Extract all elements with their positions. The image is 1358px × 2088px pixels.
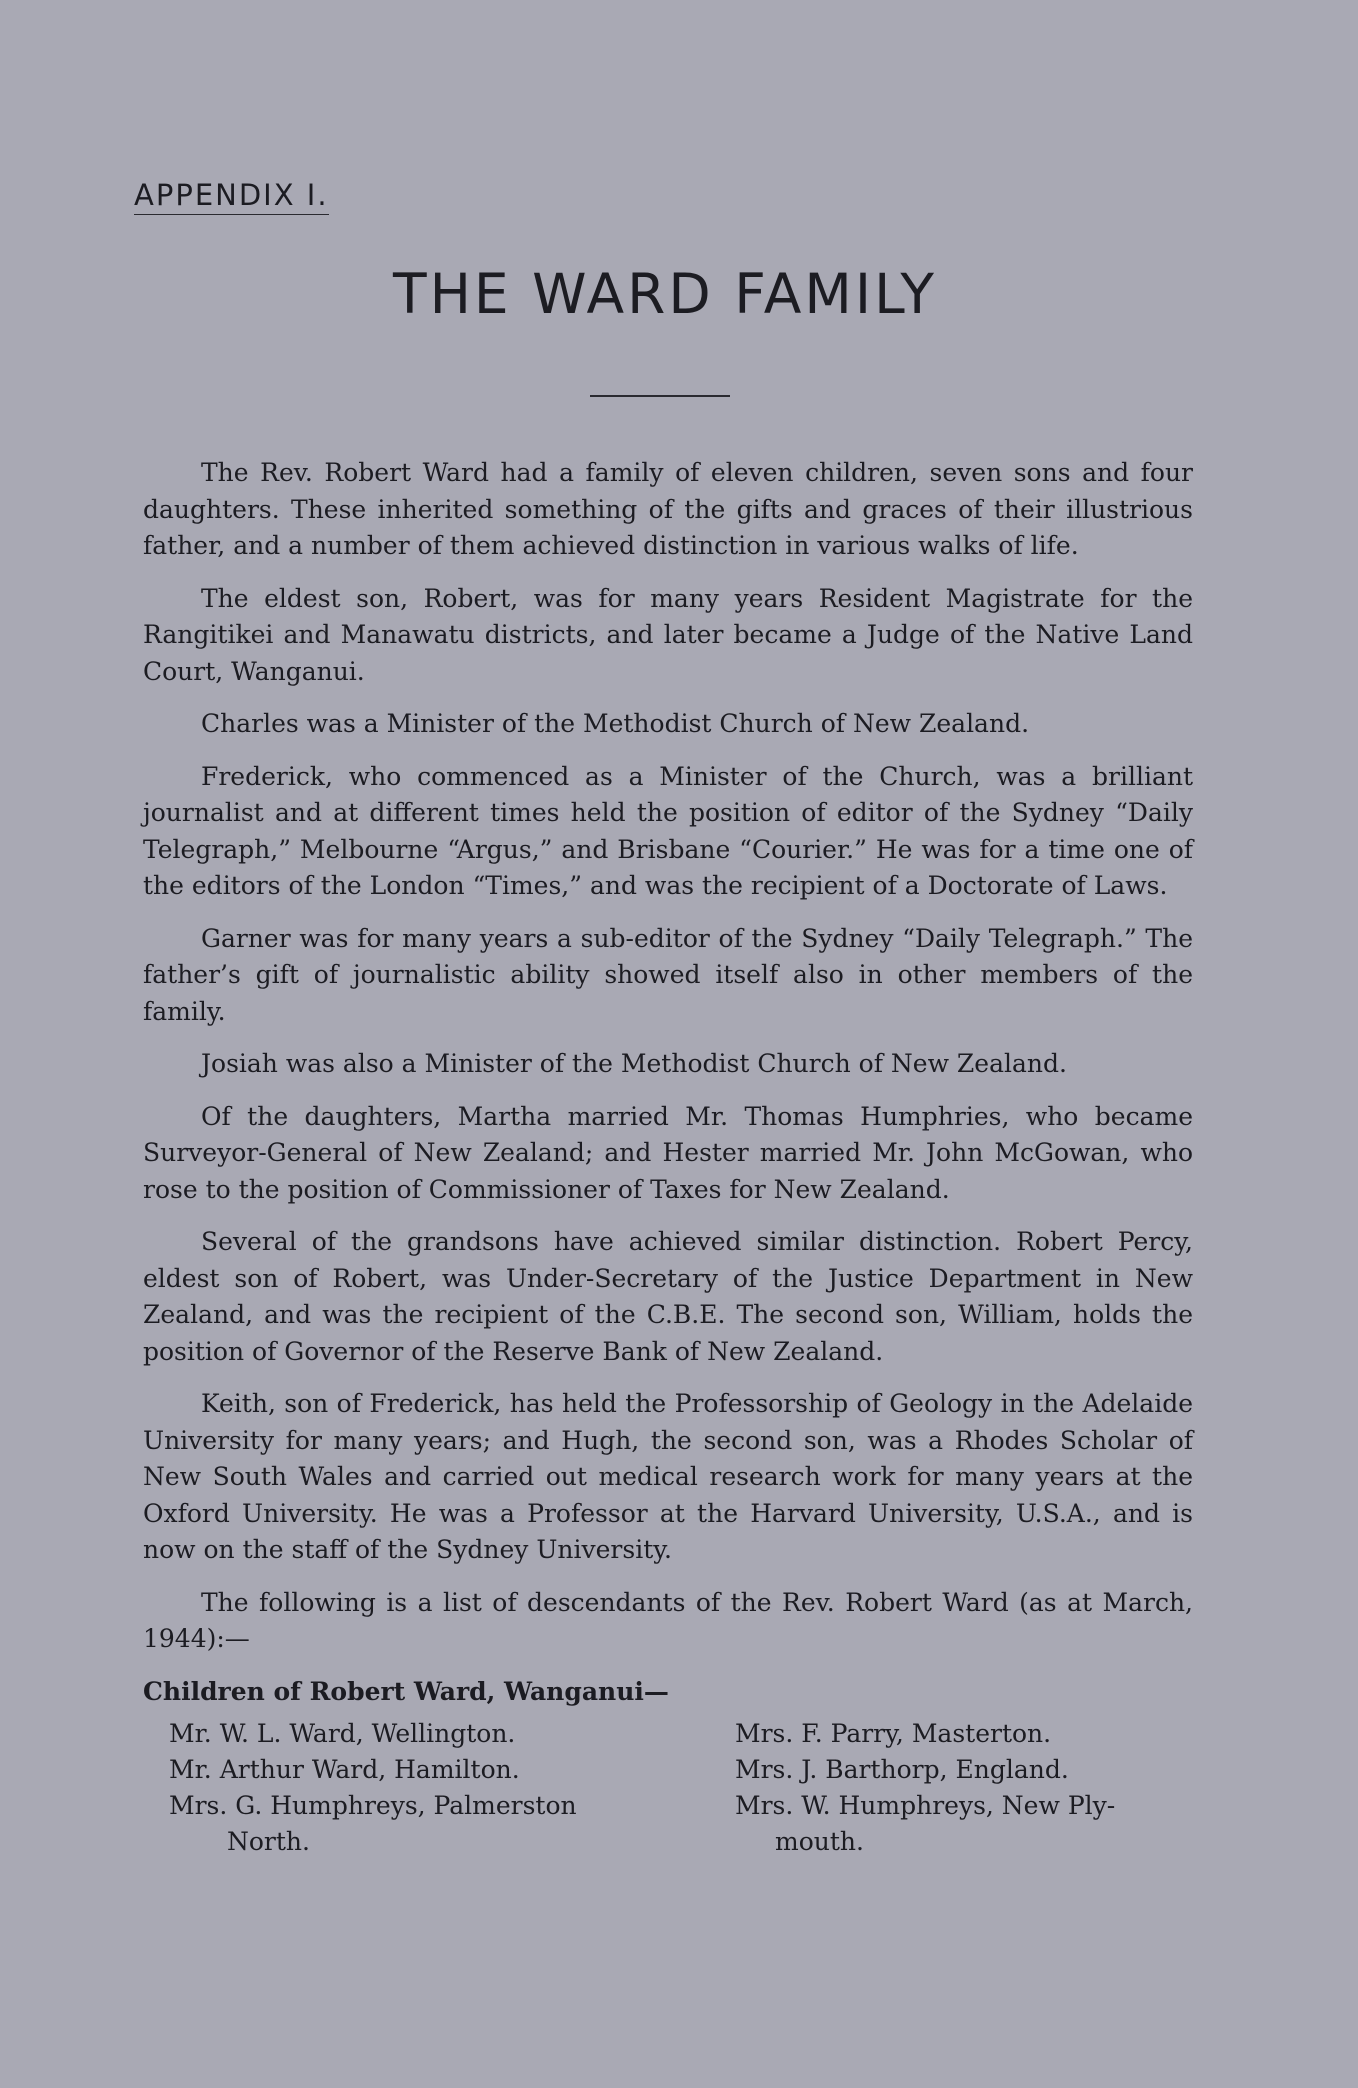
paragraph: Charles was a Minister of the Methodist Church of New Zealand. bbox=[201, 709, 1030, 738]
descendants-column-left bbox=[143, 1716, 643, 1860]
descendants-list-heading: Children of Robert Ward, Wanganui— bbox=[143, 1676, 669, 1706]
list-item bbox=[735, 1716, 1193, 1752]
list-item-text: Mrs. G. Humphreys, Palmerston bbox=[169, 1791, 577, 1820]
list-item-text: Mr. Arthur Ward, Hamilton. bbox=[169, 1755, 520, 1784]
descendants-list bbox=[143, 1716, 1193, 1860]
paragraph: Josiah was also a Minister of the Methodist Church of New Zealand. bbox=[201, 1049, 1067, 1078]
list-item bbox=[143, 1752, 643, 1788]
paragraph: Keith, son of Frederick, has held the Professorship of Geology in the Adelaide University for many years; and Hugh, the second son, was a Rhodes Scholar of New South Wales and carried out medical research work for many years at the Oxford University. He was a Professor at the Harvard University, U.S.A., and is now on the staff of the Sydney University. bbox=[143, 1389, 1193, 1564]
list-item bbox=[735, 1752, 1193, 1788]
list-item-continuation: mouth. bbox=[775, 1827, 864, 1856]
descendants-column-right bbox=[735, 1716, 1193, 1860]
paragraph: Frederick, who commenced as a Minister of the Church, was a brilliant journalist and at different times held the position of editor of the Sydney “Daily Telegraph,” Melbourne “Argus,” and Brisbane “Courier.” He was for a time one of the editors of the London “Times,” and was the recipient of a Doctorate of Laws. bbox=[143, 761, 1193, 900]
list-item-text: Mrs. J. Barthorp, England. bbox=[735, 1755, 1069, 1784]
list-item-text: Mrs. W. Humphreys, New Ply- bbox=[735, 1791, 1116, 1820]
list-item-text: Mrs. F. Parry, Masterton. bbox=[735, 1719, 1052, 1748]
list-item bbox=[143, 1716, 643, 1752]
paragraph: The Rev. Robert Ward had a family of eleven children, seven sons and four daughters. These inherited something of the gifts and graces of their illustrious father, and a number of them achieved distinction in various walks of life. bbox=[143, 458, 1193, 560]
page-title: THE WARD FAMILY bbox=[392, 262, 938, 326]
paragraph: Garner was for many years a sub-editor of the Sydney “Daily Telegraph.” The father’s gift of journalistic ability showed itself also in other members of the family. bbox=[143, 923, 1193, 1026]
list-item bbox=[735, 1788, 1193, 1860]
list-item-text: Mr. W. L. Ward, Wellington. bbox=[169, 1719, 516, 1748]
title-divider bbox=[590, 395, 730, 397]
body-text bbox=[143, 455, 1193, 1860]
paragraph: The following is a list of descendants of the Rev. Robert Ward (as at March, 1944):— bbox=[143, 1587, 1193, 1653]
list-item bbox=[143, 1788, 643, 1860]
paragraph: Of the daughters, Martha married Mr. Thomas Humphries, who became Surveyor-General of New Zealand; and Hester married Mr. John McGowan, who rose to the position of Commissioner of Taxes for New Zealand. bbox=[143, 1101, 1193, 1204]
list-item-continuation: North. bbox=[227, 1827, 310, 1856]
paragraph: Several of the grandsons have achieved similar distinction. Robert Percy, eldest son of Robert, was Under-Secretary of the Justice Department in New Zealand, and was the recipient of the C.B.E. The second son, William, holds the position of Governor of the Reserve Bank of New Zealand. bbox=[143, 1227, 1193, 1366]
appendix-label: APPENDIX I. bbox=[134, 178, 329, 215]
paragraph: The eldest son, Robert, was for many years Resident Magistrate for the Rangitikei and Manawatu districts, and later became a Judge of the Native Land Court, Wanganui. bbox=[143, 583, 1193, 686]
